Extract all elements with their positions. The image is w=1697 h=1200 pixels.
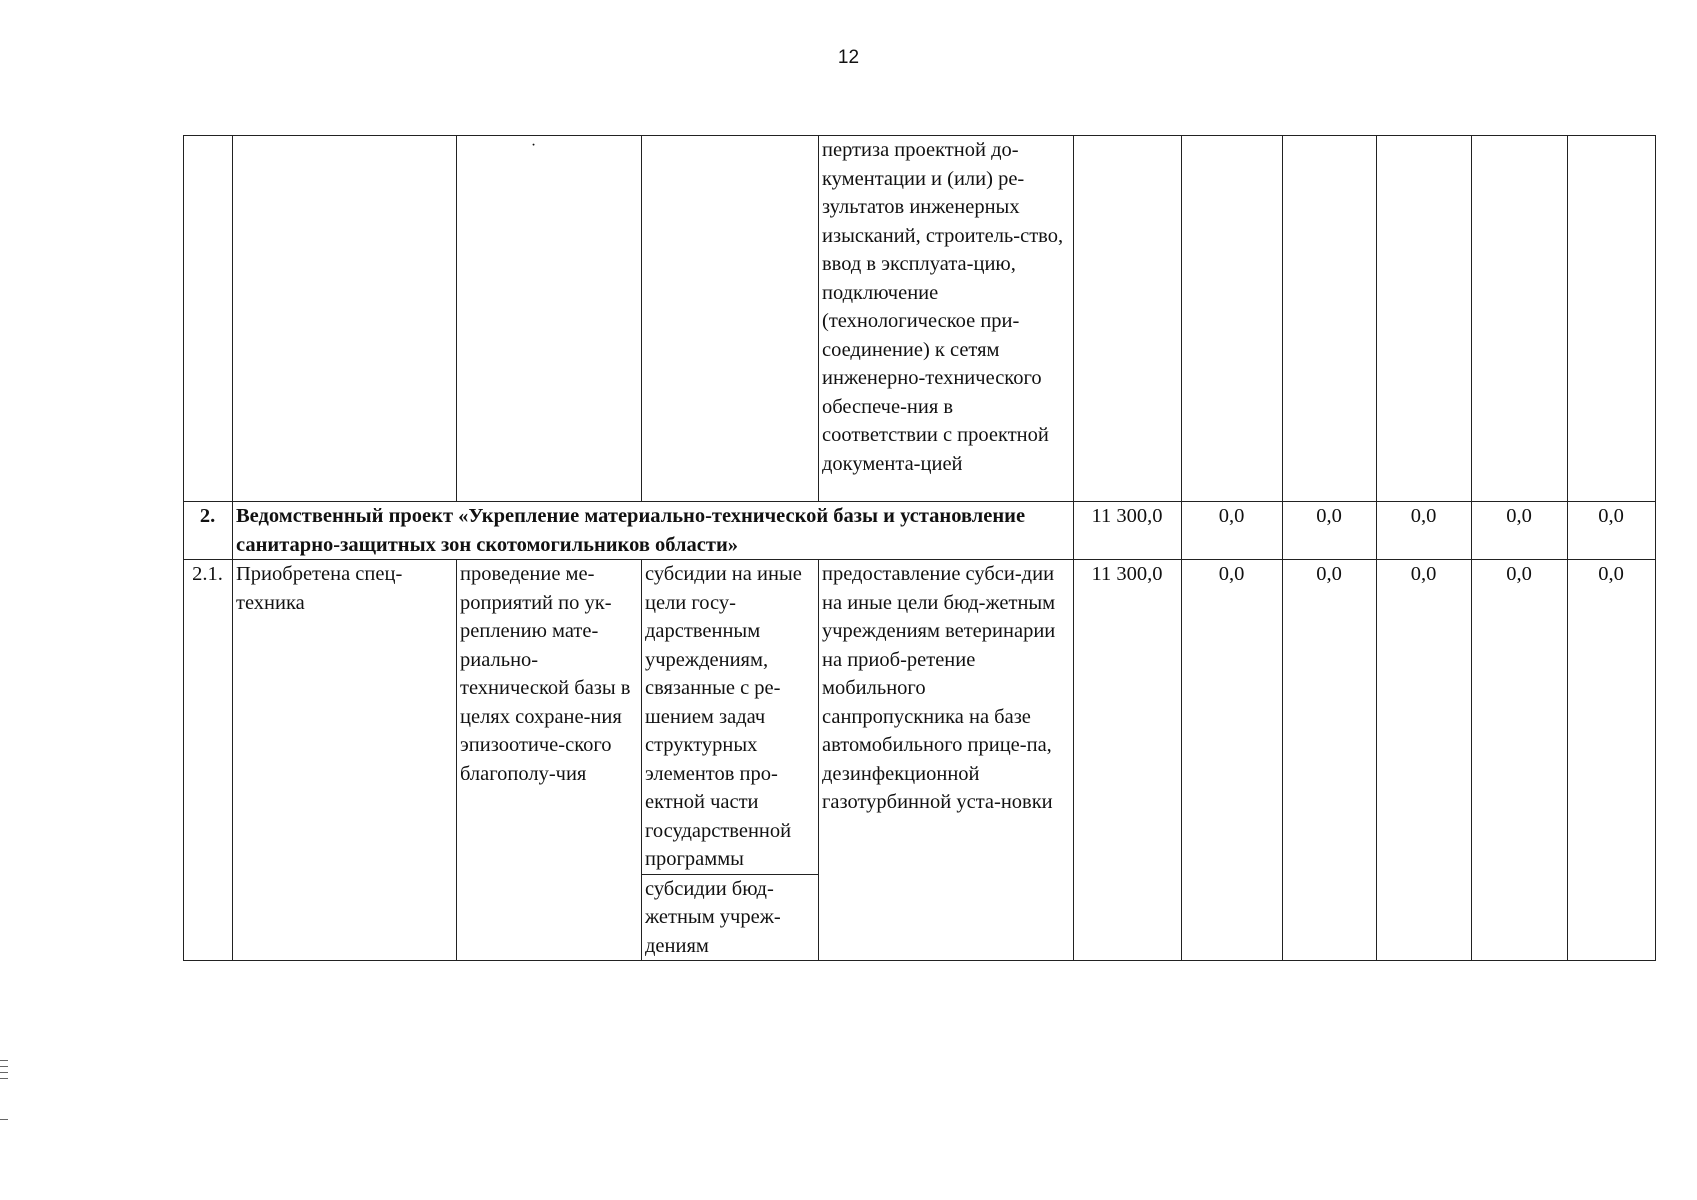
item-value-5: 0,0 (1472, 560, 1568, 961)
item-direction: проведение ме-роприятий по ук-реплению мате-риально-технической базы в целях сохране-ния эпизоотиче-ского благополу-чия (457, 560, 642, 961)
cell-value (1472, 136, 1568, 502)
project-value-6: 0,0 (1568, 502, 1656, 560)
project-number: 2. (184, 502, 233, 560)
item-value-2: 0,0 (1182, 560, 1283, 961)
cell-value (1568, 136, 1656, 502)
item-value-6: 0,0 (1568, 560, 1656, 961)
project-value-2: 0,0 (1182, 502, 1283, 560)
cell-result (233, 136, 457, 502)
item-result: Приобретена спец-техника (233, 560, 457, 961)
budget-table (183, 135, 1656, 961)
cell-value (1283, 136, 1377, 502)
cell-value (1182, 136, 1283, 502)
cell-subsidy-type (642, 136, 819, 502)
item-number: 2.1. (184, 560, 233, 961)
cell-direction (457, 136, 642, 502)
project-value-4: 0,0 (1377, 502, 1472, 560)
table-row-item (184, 560, 1656, 875)
project-value-1: 11 300,0 (1074, 502, 1182, 560)
item-value-4: 0,0 (1377, 560, 1472, 961)
item-subsidy-type-2: субсидии бюд-жетным учреж-дениям (642, 874, 819, 961)
margin-marks (0, 1060, 8, 1125)
project-value-5: 0,0 (1472, 502, 1568, 560)
cell-description: пертиза проектной до-кументации и (или) ре-зультатов инженерных изысканий, строитель-ство, ввод в эксплуата-цию, подключение (технологическое при-соединение) к сетям инженерно-технического обеспече-ния в соответствии с проектной документа-цией (819, 136, 1074, 502)
cell-number (184, 136, 233, 502)
cell-value (1074, 136, 1182, 502)
table-row-continuation (184, 136, 1656, 502)
item-subsidy-type-1: субсидии на иные цели госу-дарственным учреждениям, связанные с ре-шением задач структурных элементов про-ектной части государственной программы (642, 560, 819, 875)
page-number: 12 (837, 47, 860, 68)
item-value-3: 0,0 (1283, 560, 1377, 961)
project-title: Ведомственный проект «Укрепление материально-технической базы и установление санитарно-защитных зон скотомогильников области» (233, 502, 1074, 560)
project-value-3: 0,0 (1283, 502, 1377, 560)
item-value-1: 11 300,0 (1074, 560, 1182, 961)
table-row-project (184, 502, 1656, 560)
item-description: предоставление субси-дии на иные цели бюд-жетным учреждениям ветеринарии на приоб-ретение мобильного санпропускника на базе автомобильного прице-па, дезинфекционной газотурбинной уста-новки (819, 560, 1074, 961)
stray-mark: · (530, 137, 537, 154)
cell-value (1377, 136, 1472, 502)
